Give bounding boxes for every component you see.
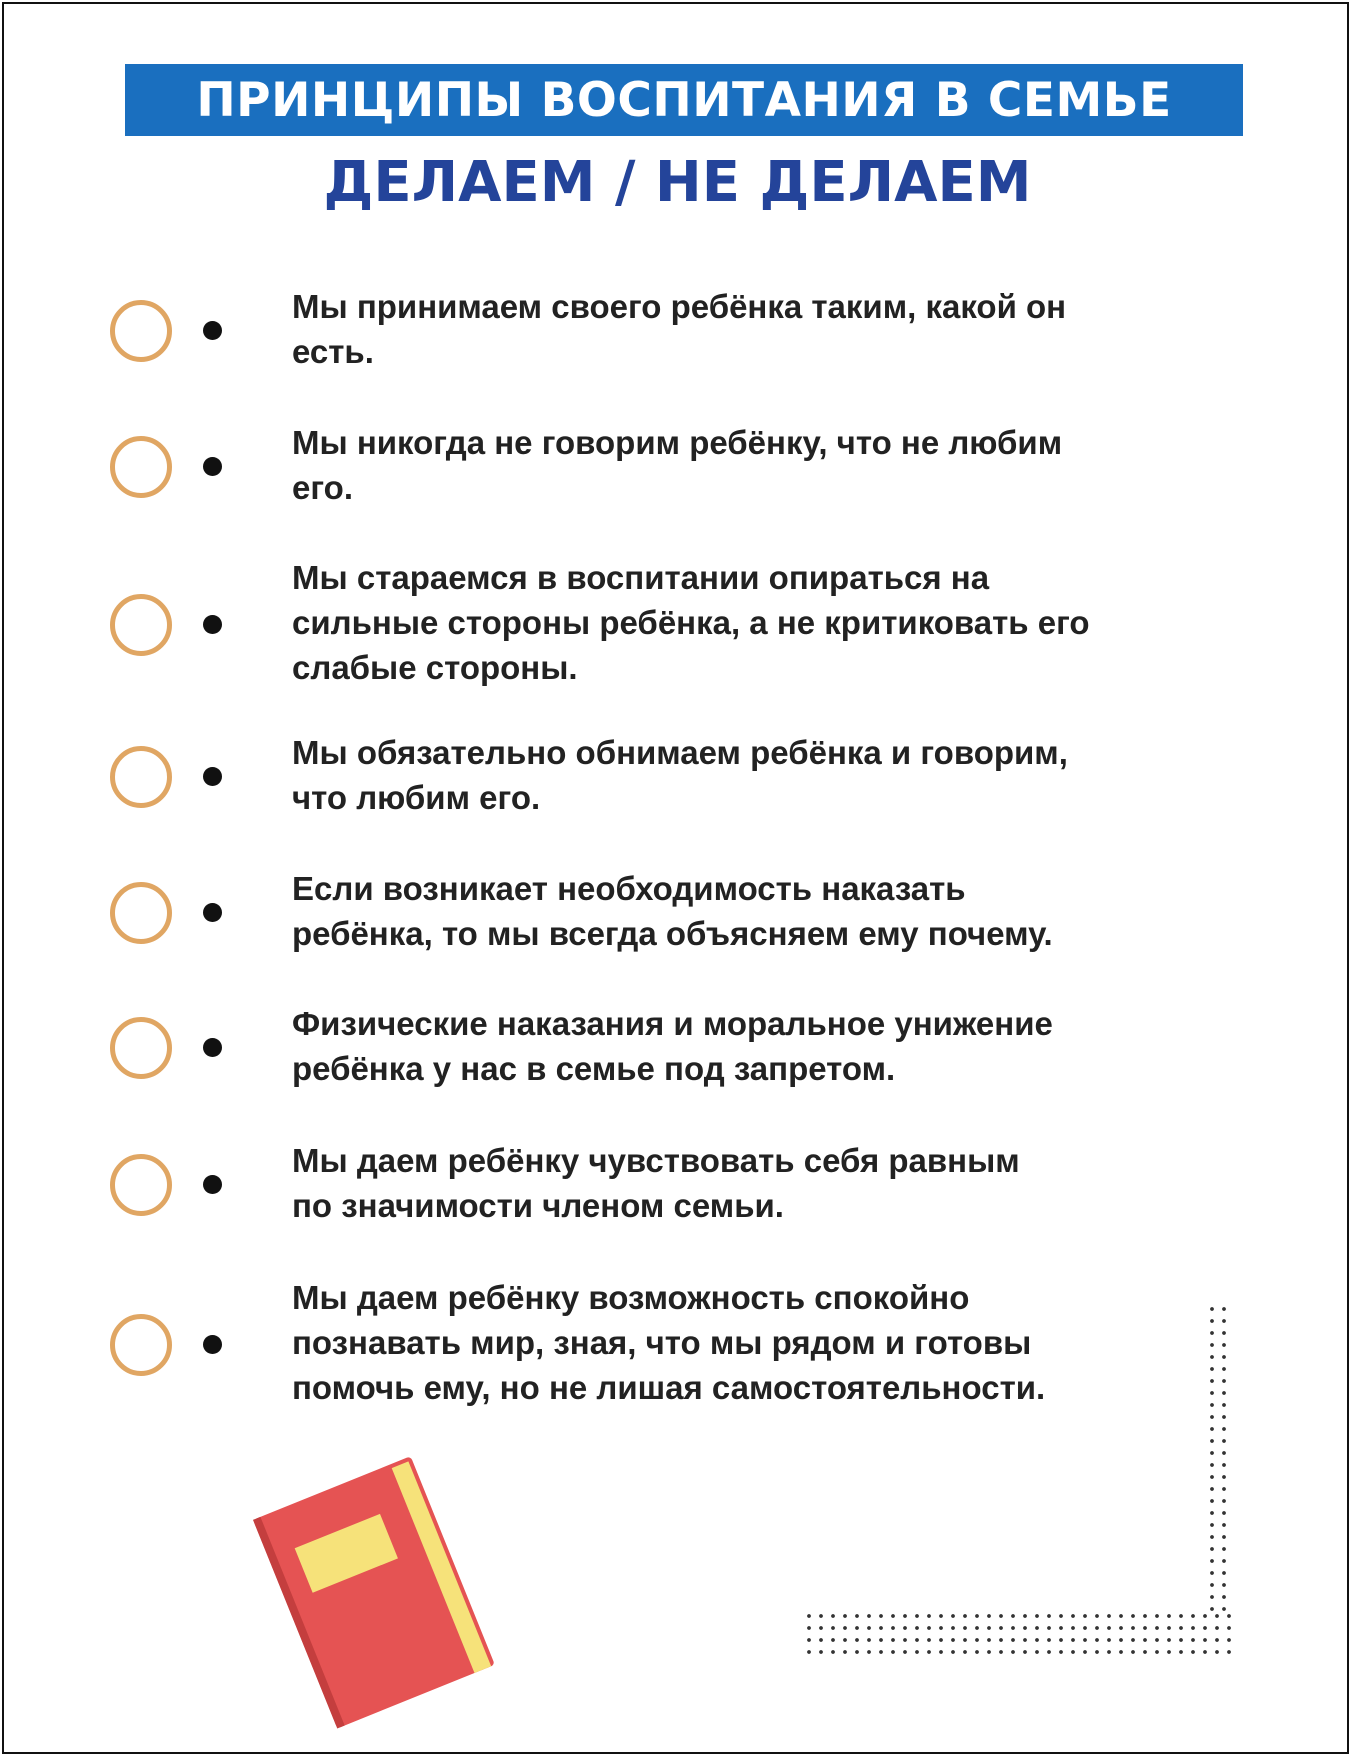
book-icon [238, 1440, 508, 1740]
text-line: Физические наказания и моральное унижение [292, 1005, 1053, 1042]
page-subtitle: ДЕЛАЕМ / НЕ ДЕЛАЕМ [323, 150, 1032, 215]
text-line: Если возникает необходимость наказать [292, 870, 966, 907]
bullet-dot-icon [203, 1335, 222, 1354]
text-line: его. [292, 469, 353, 506]
text-line: есть. [292, 333, 374, 370]
bullet-dot-icon [203, 615, 222, 634]
checklist-item-text [292, 730, 1252, 820]
text-line: Мы никогда не говорим ребёнку, что не любим [292, 424, 1063, 461]
text-line: Мы обязательно обнимаем ребёнка и говорим, [292, 734, 1068, 771]
checkbox-circle-icon[interactable] [110, 436, 172, 498]
page-title: ПРИНЦИПЫ ВОСПИТАНИЯ В СЕМЬЕ [196, 72, 1172, 128]
text-line: Мы даем ребёнку возможность спокойно [292, 1279, 970, 1316]
text-line: что любим его. [292, 779, 541, 816]
dot-pattern-horizontal [803, 1610, 1234, 1660]
bullet-dot-icon [203, 321, 222, 340]
checkbox-circle-icon[interactable] [110, 1154, 172, 1216]
text-line: ребёнка, то мы всегда объясняем ему почему. [292, 915, 1053, 952]
text-line: Мы даем ребёнку чувствовать себя равным [292, 1142, 1020, 1179]
checklist-item-text [292, 284, 1252, 374]
text-line: Мы принимаем своего ребёнка таким, какой он [292, 288, 1067, 325]
checklist-item-text [292, 1138, 1252, 1228]
bullet-dot-icon [203, 1038, 222, 1057]
text-line: слабые стороны. [292, 649, 578, 686]
bullet-dot-icon [203, 767, 222, 786]
text-line: по значимости членом семьи. [292, 1187, 784, 1224]
text-line: познавать мир, зная, что мы рядом и готовы [292, 1324, 1032, 1361]
text-line: сильные стороны ребёнка, а не критиковать его [292, 604, 1090, 641]
text-line: Мы стараемся в воспитании опираться на [292, 559, 990, 596]
checklist-item-text [292, 1001, 1252, 1091]
dot-pattern-vertical [1206, 1303, 1234, 1617]
bullet-dot-icon [203, 457, 222, 476]
checkbox-circle-icon[interactable] [110, 1017, 172, 1079]
bullet-dot-icon [203, 1175, 222, 1194]
checkbox-circle-icon[interactable] [110, 594, 172, 656]
text-line: ребёнка у нас в семье под запретом. [292, 1050, 896, 1087]
checkbox-circle-icon[interactable] [110, 882, 172, 944]
checkbox-circle-icon[interactable] [110, 746, 172, 808]
bullet-dot-icon [203, 903, 222, 922]
checklist-item-text [292, 420, 1252, 510]
checkbox-circle-icon[interactable] [110, 1314, 172, 1376]
text-line: помочь ему, но не лишая самостоятельности. [292, 1369, 1046, 1406]
title-banner [125, 64, 1243, 136]
checklist-item-text [292, 866, 1252, 956]
checklist-item-text [292, 1275, 1252, 1410]
checkbox-circle-icon[interactable] [110, 300, 172, 362]
checklist-item-text [292, 555, 1252, 690]
